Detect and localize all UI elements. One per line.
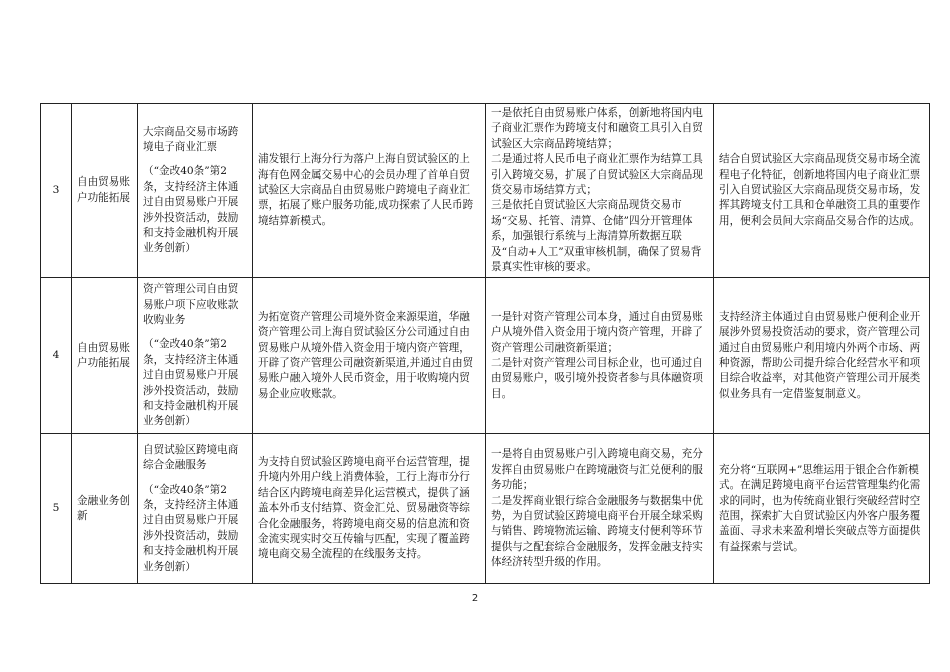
project-title: 大宗商品交易市场跨境电子商业汇票 <box>143 125 239 154</box>
project-title: 自贸试验区跨境电商综合金融服务 <box>143 443 239 472</box>
page-number: 2 <box>471 593 479 604</box>
row-number: 4 <box>41 278 72 434</box>
category-cell: 自由贸易账户功能拓展 <box>72 278 138 434</box>
row-number: 5 <box>41 434 72 584</box>
effect-cell: 充分将“互联网+”思维运用于银企合作新模式。在满足跨境电商平台运营管理集约化需求的同时，也为传统商业银行突破经营时空范围，探索扩大自贸试验区内外客户服务覆盖面、寻求未来盈利增长突破点等方面提供有益探索与尝试。 <box>714 434 930 584</box>
innovation-cell: 一是将自由贸易账户引入跨境电商交易，充分发挥自由贸易账户在跨境融资与汇兑便利的服务功能； 二是发挥商业银行综合金融服务与数据集中优势，为自贸试验区跨境电商平台开展全球采购与销售、跨境物流运输、跨境支付便利等环节提供与之配套综合金融服务，发挥金融支持实体经济转型升级的作用。 <box>486 434 714 584</box>
table-row <box>41 434 930 584</box>
project-basis: （“金改40条”第2条，支持经济主体通过自由贸易账户开展涉外投资活动，鼓励和支持金融机构开展业务创新） <box>143 483 239 573</box>
project-cell <box>138 278 253 434</box>
effect-cell: 支持经济主体通过自由贸易账户便利企业开展涉外贸易投资活动的要求，资产管理公司通过自由贸易账户利用境内外两个市场、两种资源，帮助公司提升综合化经营水平和项目综合收益率，对其他资产管理公司开展类似业务具有一定借鉴复制意义。 <box>714 278 930 434</box>
description-cell: 为拓宽资产管理公司境外资金来源渠道，华融资产管理公司上海自贸试验区分公司通过自由贸易账户从境外借入资金用于境内资产管理，开辟了资产管理公司融资新渠道,并通过自由贸易账户融入境外人民币资金，用于收购境内贸易企业应收账款。 <box>253 278 486 434</box>
row-number: 3 <box>41 104 72 278</box>
project-basis: （“金改40条”第2条，支持经济主体通过自由贸易账户开展涉外投资活动，鼓励和支持金融机构开展业务创新） <box>143 165 239 255</box>
description-cell: 为支持自贸试验区跨境电商平台运营管理，提升境内外用户线上消费体验，工行上海市分行结合区内跨境电商差异化运营模式，提供了涵盖本外币支付结算、资金汇兑、贸易融资等综合化金融服务，将跨境电商交易的信息流和资金流实现实时交互传输与匹配，实现了覆盖跨境电商交易全流程的在线服务支持。 <box>253 434 486 584</box>
innovation-cell: 一是依托自由贸易账户体系，创新地将国内电子商业汇票作为跨境支付和融资工具引入自贸试验区大宗商品跨境结算； 二是通过将人民币电子商业汇票作为结算工具引入跨境交易，扩展了自贸试验区大宗商品现货交易市场结算方式； 三是依托自贸试验区大宗商品现货交易市场“交易、托管、清算、仓储”四分开管理体系，加强银行系统与上海清算所数据互联及“自动+人工”双重审核机制，确保了贸易背景真实性审核的要求。 <box>486 104 714 278</box>
category-cell: 自由贸易账户功能拓展 <box>72 104 138 278</box>
innovation-cell: 一是针对资产管理公司本身，通过自由贸易账户从境外借入资金用于境内资产管理，开辟了资产管理公司融资新渠道； 二是针对资产管理公司目标企业，也可通过自由贸易账户，吸引境外投资者参与具体融资项目。 <box>486 278 714 434</box>
table-row <box>41 104 930 278</box>
project-title: 资产管理公司自由贸易账户项下应收账款收购业务 <box>143 283 239 326</box>
cases-table <box>40 103 930 584</box>
description-cell: 浦发银行上海分行为落户上海自贸试验区的上海有色网金属交易中心的会员办理了首单自贸试验区大宗商品自由贸易账户跨境电子商业汇票，拓展了账户服务功能,成功探索了人民币跨境结算新模式。 <box>253 104 486 278</box>
project-basis: （“金改40条”第2条，支持经济主体通过自由贸易账户开展涉外投资活动，鼓励和支持金融机构开展业务创新） <box>143 338 239 428</box>
table-row <box>41 278 930 434</box>
category-cell: 金融业务创新 <box>72 434 138 584</box>
project-cell <box>138 434 253 584</box>
effect-cell: 结合自贸试验区大宗商品现货交易市场全流程电子化特征，创新地将国内电子商业汇票引入自贸试验区大宗商品现货交易市场，发挥其跨境支付工具和仓单融资工具的重要作用，便利会员间大宗商品交易合作的达成。 <box>714 104 930 278</box>
project-cell <box>138 104 253 278</box>
